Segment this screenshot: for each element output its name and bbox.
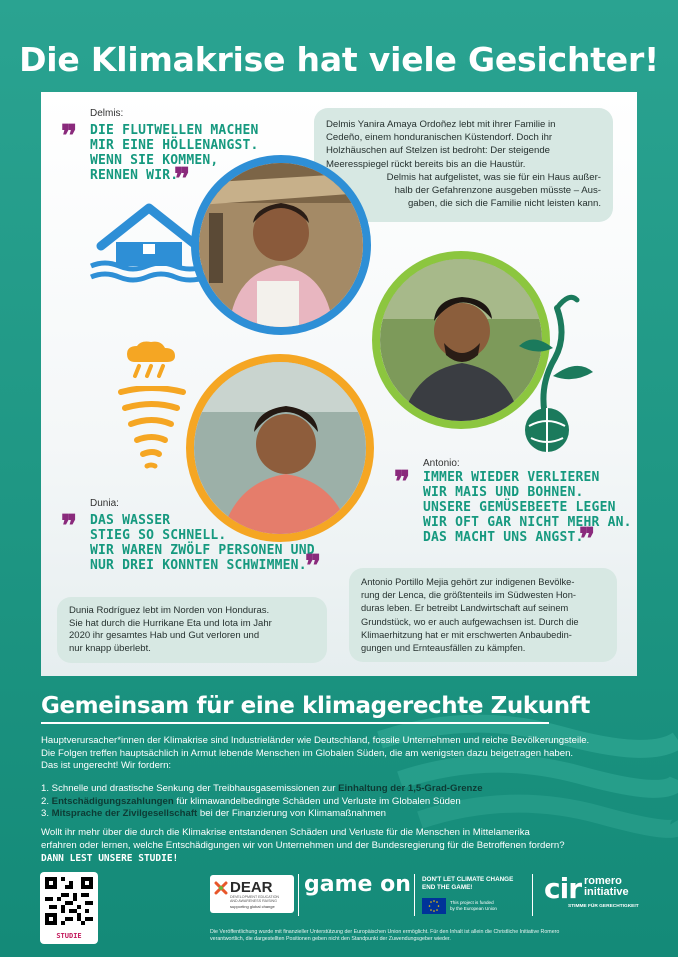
quote-open-icon: ❞ <box>61 509 78 544</box>
eu-funding-text: This project is funded by the European Union <box>450 900 497 911</box>
delmis-info-box: Delmis Yanira Amaya Ordoñez lebt mit ihrer Familie in Cedeño, einem honduranischen Küstendorf. Doch ihr Holzhäuschen auf Stelzen ist bedroht: Der steigende Meeresspiegel rückt bereits bis an die Haustür. Delmis hat aufgelistet, was sie für ein Haus außer- halb der Gefahrenzone ausgeben müsste – Aus- gaben, die sich die Familie nicht leisten kann. <box>314 108 613 222</box>
cir-logo: cir <box>544 872 582 905</box>
antonio-quote: IMMER WIEDER VERLIEREN WIR MAIS UND BOHNEN. UNSERE GEMÜSEBEETE LEGEN WIR OFT GAR NICHT MEHR AN. DAS MACHT UNS ANGST. <box>423 470 632 545</box>
dunia-quote: DAS WASSER STIEG SO SCHNELL. WIR WAREN ZWÖLF PERSONEN UND NUR DREI KONNTEN SCHWIMMEN. <box>90 513 315 573</box>
quote-close-icon: ❞ <box>579 522 596 557</box>
seedling-icon <box>507 288 597 454</box>
qr-code[interactable] <box>40 872 98 944</box>
quote-close-icon: ❞ <box>305 549 322 584</box>
storm-cloud-icon <box>121 340 181 380</box>
cir-tagline: STIMME FÜR GERECHTIGKEIT <box>568 904 639 909</box>
demand-3: 3. Mitsprache der Zivilgesellschaft bei der Finanzierung von Klimamaßnahmen <box>41 808 387 819</box>
quote-close-icon: ❞ <box>174 162 191 197</box>
intro-text: Hauptverursacher*innen der Klimakrise sind Industrieländer wie Deutschland, fossile Unternehmen und reiche Bevölkerungsteile. Die Folgen treffen hauptsächlich in Armut lebende Menschen im Globalen Süden, die am wenigsten dazu beigetragen haben. Das ist ungerecht! Wir fordern: <box>41 735 590 771</box>
funding-disclaimer: Die Veröffentlichung wurde mit finanzieller Unterstützung der Europäischen Union ermöglicht. Für den Inhalt ist allein die Christliche Initiative Romero verantwortlich, die dargestellten Positionen geben nicht den Standpunkt der Zuwendungsgeber wieder. <box>210 929 560 942</box>
logo-divider <box>414 874 415 916</box>
dunia-speaker: Dunia: <box>90 498 119 509</box>
demands-list <box>41 783 641 821</box>
delmis-quote: DIE FLUTWELLEN MACHEN MIR EINE HÖLLENANGST. WENN SIE KOMMEN, RENNEN WIR. <box>90 123 259 183</box>
outro-text: Wollt ihr mehr über die durch die Klimakrise entstandenen Schäden und Verluste für die Menschen in Mittelamerika erfahren oder lernen, welche Entschädigungen wir von Unternehmen und der Bundesregierung für die Betroffenen fordern? <box>41 827 565 851</box>
stories-panel <box>41 92 637 676</box>
quote-open-icon: ❞ <box>61 119 78 154</box>
demand-1: 1. Schnelle und drastische Senkung der Treibhausgasemissionen zur Einhaltung der 1,5-Grad-Grenze <box>41 783 483 794</box>
gameon-slogan: DON'T LET CLIMATE CHANGE END THE GAME! <box>422 876 514 891</box>
delmis-speaker: Delmis: <box>90 108 124 119</box>
eu-flag-icon <box>422 898 446 914</box>
page-title: Die Klimakrise hat viele Gesichter! <box>19 40 659 79</box>
qr-code-icon <box>45 877 93 925</box>
delmis-photo <box>191 155 371 335</box>
qr-label: STUDIE <box>56 932 82 940</box>
demand-2: 2. Entschädigungszahlungen für klimawandelbedingte Schäden und Verluste im Globalen Süden <box>41 795 461 807</box>
dunia-info-box: Dunia Rodríguez lebt im Norden von Honduras. Sie hat durch die Hurrikane Eta und Iota im Jahr 2020 ihr gesamtes Hab und Gut verloren und nur knapp überlebt. <box>57 597 327 663</box>
antonio-speaker: Antonio: <box>423 458 460 469</box>
quote-open-icon: ❞ <box>394 465 411 500</box>
section-title: Gemeinsam für eine klimagerechte Zukunft <box>41 693 590 719</box>
study-cta: DANN LEST UNSERE STUDIE! <box>41 853 179 864</box>
logo-divider <box>532 874 533 916</box>
gameon-logo: game on <box>304 872 411 897</box>
title-underline <box>41 722 549 724</box>
tornado-icon <box>117 386 187 472</box>
cir-name: romero initiative <box>584 875 629 898</box>
logo-divider <box>298 874 299 916</box>
dear-logo: DEAR DEVELOPMENT EDUCATION AND AWARENESS RAISING supporting global change <box>210 875 294 913</box>
dear-mark-icon <box>214 881 228 895</box>
antonio-info-box: Antonio Portillo Mejia gehört zur indigenen Bevölke- rung der Lenca, die größtenteils im Südwesten Hon- duras leben. Er betreibt Landwirtschaft auf seinem Grundstück, wo er auch aufgewachsen ist. Durch die Klimaerhitzung hat er mit erschwerten Anbaubedin- gungen und Ernteausfällen zu kämpfen. <box>349 568 617 662</box>
